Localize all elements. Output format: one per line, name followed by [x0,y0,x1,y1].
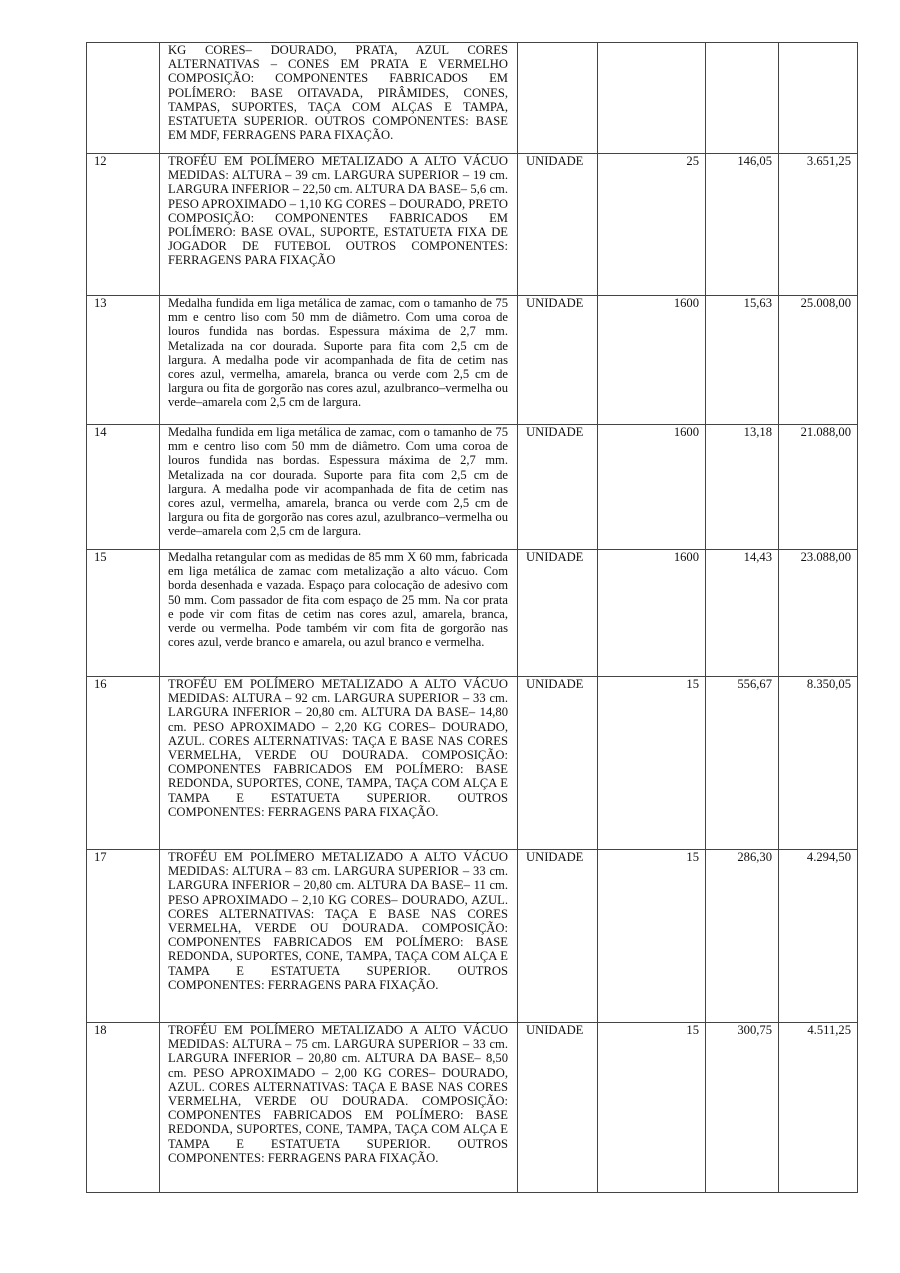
item-total: 8.350,05 [779,677,858,850]
item-number: 18 [87,1023,160,1193]
item-number: 13 [87,296,160,425]
item-unit-price: 556,67 [706,677,779,850]
item-description: TROFÉU EM POLÍMERO METALIZADO A ALTO VÁCUO MEDIDAS: ALTURA – 75 cm. LARGURA SUPERIOR – 33 cm. LARGURA INFERIOR – 20,80 cm. ALTURA DA BASE– 8,50 cm. PESO APROXIMADO – 2,00 KG CORES– DOURADO, AZUL. CORES ALTERNATIVAS: TAÇA E BASE NAS CORES VERMELHA, VERDE OU DOURADA. COMPOSIÇÃO: COMPONENTES FABRICADOS EM POLÍMERO: BASE REDONDA, SUPORTES, CONE, TAMPA, TAÇA COM ALÇA E TAMPA E ESTATUETA SUPERIOR. OUTROS COMPONENTES: FERRAGENS PARA FIXAÇÃO. [160,1023,518,1193]
item-unit: UNIDADE [518,677,598,850]
table-row [87,550,858,677]
table-row [87,296,858,425]
item-description: Medalha fundida em liga metálica de zamac, com o tamanho de 75 mm e centro liso com 50 mm de diâmetro. Com uma coroa de louros fundida nas bordas. Espessura máxima de 2,7 mm. Metalizada na cor dourada. Suporte para fita com 2,5 cm de largura. A medalha pode vir acompanhada de fita de cetim nas cores azul, vermelha, amarela, branca ou verde com 2,5 cm de largura ou fita de gorgorão nas cores azul, azulbranco–vermelha ou verde–amarela com 2,5 cm de largura. [160,296,518,425]
item-description: TROFÉU EM POLÍMERO METALIZADO A ALTO VÁCUO MEDIDAS: ALTURA – 83 cm. LARGURA SUPERIOR – 33 cm. LARGURA INFERIOR – 20,80 cm. ALTURA DA BASE– 11 cm. PESO APROXIMADO – 2,10 KG CORES– DOURADO, AZUL. CORES ALTERNATIVAS: TAÇA E BASE NAS CORES VERMELHA, VERDE OU DOURADA. COMPOSIÇÃO: COMPONENTES FABRICADOS EM POLÍMERO: BASE REDONDA, SUPORTES, CONE, TAMPA, TAÇA COM ALÇA E TAMPA E ESTATUETA SUPERIOR. OUTROS COMPONENTES: FERRAGENS PARA FIXAÇÃO. [160,850,518,1023]
table-row [87,425,858,550]
item-number: 15 [87,550,160,677]
item-total: 3.651,25 [779,154,858,296]
item-description: TROFÉU EM POLÍMERO METALIZADO A ALTO VÁCUO MEDIDAS: ALTURA – 92 cm. LARGURA SUPERIOR – 33 cm. LARGURA INFERIOR – 20,80 cm. ALTURA DA BASE– 14,80 cm. PESO APROXIMADO – 2,20 KG CORES– DOURADO, AZUL. CORES ALTERNATIVAS: TAÇA E BASE NAS CORES VERMELHA, VERDE OU DOURADA. COMPOSIÇÃO: COMPONENTES FABRICADOS EM POLÍMERO: BASE REDONDA, SUPORTES, CONE, TAMPA, TAÇA COM ALÇA E TAMPA E ESTATUETA SUPERIOR. OUTROS COMPONENTES: FERRAGENS PARA FIXAÇÃO. [160,677,518,850]
items-table [86,42,858,1193]
item-unit: UNIDADE [518,154,598,296]
item-unit-price: 15,63 [706,296,779,425]
item-quantity: 1600 [598,550,706,677]
table-row [87,850,858,1023]
table-row [87,1023,858,1193]
item-unit-price: 300,75 [706,1023,779,1193]
item-unit: UNIDADE [518,850,598,1023]
item-unit: UNIDADE [518,296,598,425]
item-description: KG CORES– DOURADO, PRATA, AZUL CORES ALTERNATIVAS – CONES EM PRATA E VERMELHO COMPOSIÇÃO: COMPONENTES FABRICADOS EM POLÍMERO: BASE OITAVADA, PIRÂMIDES, CONES, TAMPAS, SUPORTES, TAÇA COM ALÇAS E TAMPA, ESTATUETA SUPERIOR. OUTROS COMPONENTES: BASE EM MDF, FERRAGENS PARA FIXAÇÃO. [160,43,518,154]
item-description: Medalha retangular com as medidas de 85 mm X 60 mm, fabricada em liga metálica de zamac com metalização a alto vácuo. Com borda desenhada e vazada. Espaço para colocação de adesivo com 50 mm. Com passador de fita com espaço de 25 mm. Na cor prata e pode vir com fitas de cetim nas cores azul, amarela, branca, verde ou vermelha. Pode também vir com fita de gorgorão nas cores azul, verde branco e amarela, ou azul branco e vermelha. [160,550,518,677]
item-quantity: 25 [598,154,706,296]
item-total: 21.088,00 [779,425,858,550]
table-row [87,677,858,850]
item-unit [518,43,598,154]
table-row [87,43,858,154]
item-unit-price: 146,05 [706,154,779,296]
item-total [779,43,858,154]
item-description: Medalha fundida em liga metálica de zamac, com o tamanho de 75 mm e centro liso com 50 mm de diâmetro. Com uma coroa de louros fundida nas bordas. Espessura máxima de 2,7 mm. Metalizada na cor dourada. Suporte para fita com 2,5 cm de largura. A medalha pode vir acompanhada de fita de cetim nas cores azul, vermelha, amarela, branca ou verde com 2,5 cm de largura ou fita de gorgorão nas cores azul, azulbranco–vermelha ou verde–amarela com 2,5 cm de largura. [160,425,518,550]
item-quantity: 15 [598,850,706,1023]
item-unit-price: 286,30 [706,850,779,1023]
item-unit-price: 13,18 [706,425,779,550]
item-quantity: 15 [598,677,706,850]
item-number [87,43,160,154]
item-number: 16 [87,677,160,850]
table-row [87,154,858,296]
item-number: 12 [87,154,160,296]
item-total: 25.008,00 [779,296,858,425]
item-unit: UNIDADE [518,1023,598,1193]
item-total: 4.294,50 [779,850,858,1023]
item-unit: UNIDADE [518,550,598,677]
item-quantity [598,43,706,154]
item-total: 4.511,25 [779,1023,858,1193]
item-number: 17 [87,850,160,1023]
item-quantity: 1600 [598,296,706,425]
item-description: TROFÉU EM POLÍMERO METALIZADO A ALTO VÁCUO MEDIDAS: ALTURA – 39 cm. LARGURA SUPERIOR – 19 cm. LARGURA INFERIOR – 22,50 cm. ALTURA DA BASE– 5,6 cm. PESO APROXIMADO – 1,10 KG CORES – DOURADO, PRETO COMPOSIÇÃO: COMPONENTES FABRICADOS EM POLÍMERO: BASE OVAL, SUPORTE, ESTATUETA FIXA DE JOGADOR DE FUTEBOL OUTROS COMPONENTES: FERRAGENS PARA FIXAÇÃO [160,154,518,296]
item-unit-price: 14,43 [706,550,779,677]
item-quantity: 1600 [598,425,706,550]
item-unit-price [706,43,779,154]
item-number: 14 [87,425,160,550]
item-unit: UNIDADE [518,425,598,550]
item-total: 23.088,00 [779,550,858,677]
item-quantity: 15 [598,1023,706,1193]
